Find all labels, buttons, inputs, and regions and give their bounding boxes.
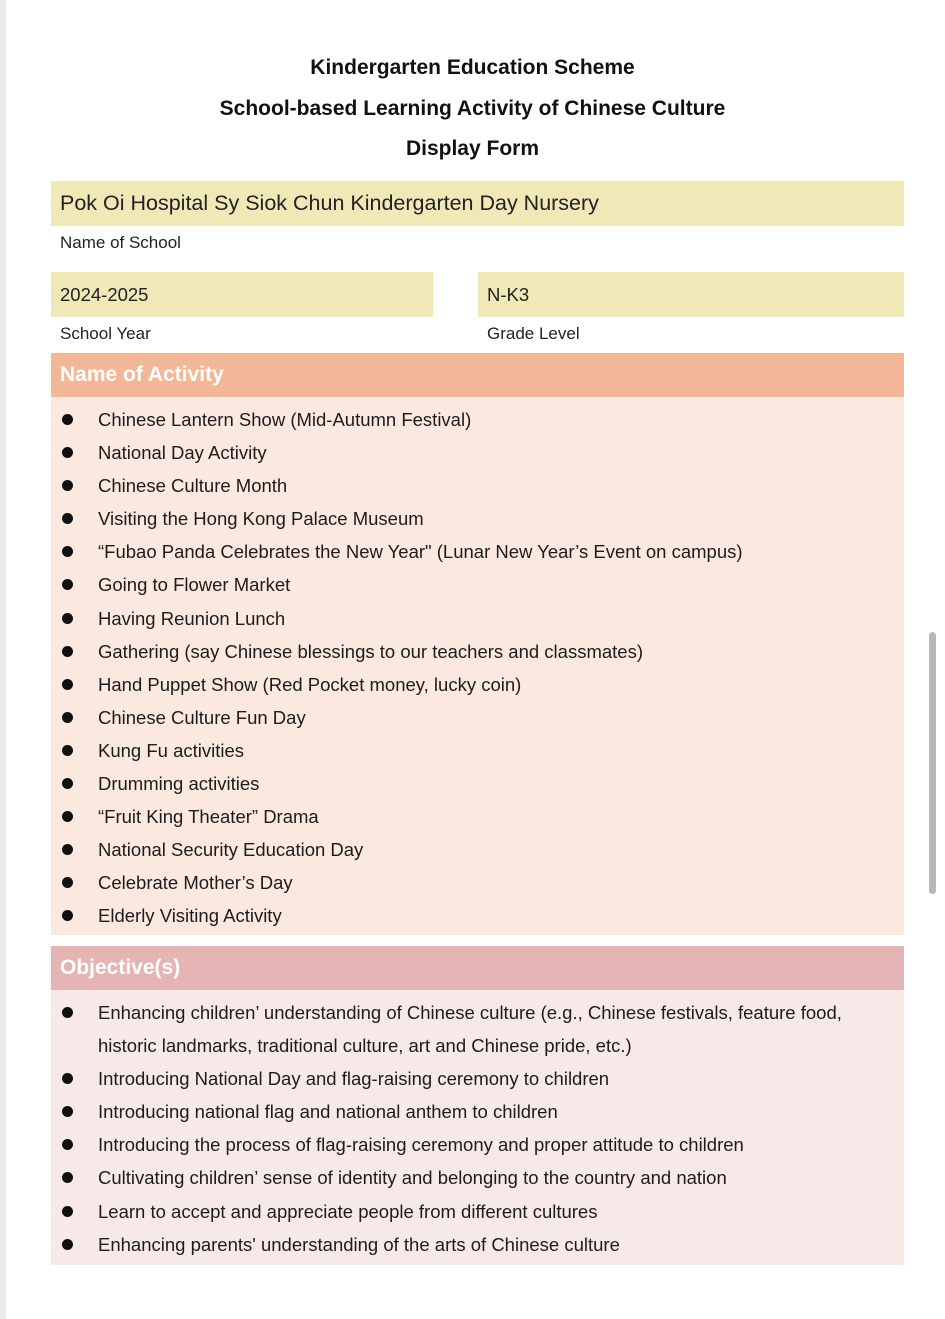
activity-item — [51, 734, 904, 767]
bullet-icon — [62, 579, 73, 590]
page-left-edge — [0, 0, 6, 1319]
school-year-label: School Year — [60, 324, 151, 343]
activity-item — [51, 502, 904, 535]
bullet-icon — [62, 1073, 73, 1084]
objective-item — [51, 1128, 904, 1161]
bullet-icon — [62, 1172, 73, 1183]
bullet-icon — [62, 1206, 73, 1217]
objective-item — [51, 1161, 904, 1194]
objective-heading-text: Objective(s) — [60, 956, 181, 979]
activity-section-heading — [51, 353, 904, 397]
activity-item — [51, 800, 904, 833]
activity-item — [51, 635, 904, 668]
activity-item — [51, 403, 904, 436]
form-subtitle: School-based Learning Activity of Chinese Culture — [219, 96, 726, 120]
activity-item-text: Gathering (say Chinese blessings to our teachers and classmates) — [98, 640, 643, 662]
activity-item-text: Celebrate Mother’s Day — [98, 872, 293, 894]
objective-item-text: Cultivating children’ sense of identity and belonging to the country and nation — [98, 1167, 727, 1189]
activity-item — [51, 767, 904, 800]
activity-item — [51, 602, 904, 635]
activity-list — [51, 403, 904, 933]
bullet-icon — [62, 679, 73, 690]
grade-level-label: Grade Level — [487, 324, 580, 343]
form-header — [0, 48, 945, 170]
form-title: Kindergarten Education Scheme — [310, 56, 635, 79]
activity-heading-text: Name of Activity — [60, 363, 224, 386]
school-year-field — [51, 272, 433, 317]
bullet-icon — [62, 447, 73, 458]
activity-item-text: Elderly Visiting Activity — [98, 905, 282, 927]
activity-item-text: Visiting the Hong Kong Palace Museum — [98, 508, 424, 530]
grade-level-field — [478, 272, 904, 317]
bullet-icon — [62, 1139, 73, 1150]
grade-level-value: N-K3 — [487, 283, 530, 305]
activity-item-text: National Security Education Day — [98, 839, 364, 861]
bullet-icon — [62, 613, 73, 624]
activity-item — [51, 535, 904, 568]
activity-item-text: Having Reunion Lunch — [98, 607, 286, 629]
activity-item — [51, 701, 904, 734]
bullet-icon — [62, 811, 73, 822]
activity-item — [51, 668, 904, 701]
activity-item-text: Hand Puppet Show (Red Pocket money, lucky coin) — [98, 673, 522, 695]
activity-item-text: Chinese Culture Month — [98, 475, 288, 497]
objective-list — [51, 996, 904, 1261]
activity-item-text: National Day Activity — [98, 442, 267, 464]
objective-item — [51, 1062, 904, 1095]
activity-item-text: “Fubao Panda Celebrates the New Year" (Lunar New Year’s Event on campus) — [98, 541, 743, 563]
objective-item-text: Enhancing children’ understanding of Chinese culture (e.g., Chinese festivals, feature food, historic landmarks, traditional culture, art and Chinese pride, etc.) — [98, 1002, 842, 1057]
activity-item — [51, 436, 904, 469]
activity-item — [51, 866, 904, 899]
school-name-label: Name of School — [60, 233, 181, 252]
activity-item — [51, 899, 904, 932]
school-name-value: Pok Oi Hospital Sy Siok Chun Kindergarten Day Nursery — [60, 191, 599, 215]
bullet-icon — [62, 414, 73, 425]
activity-item-text: “Fruit King Theater” Drama — [98, 806, 319, 828]
bullet-icon — [62, 778, 73, 789]
activity-item — [51, 568, 904, 601]
bullet-icon — [62, 546, 73, 557]
objective-section-heading — [51, 946, 904, 990]
bullet-icon — [62, 712, 73, 723]
objective-item-text: Introducing the process of flag-raising ceremony and proper attitude to children — [98, 1134, 744, 1156]
objective-item — [51, 996, 904, 1062]
bullet-icon — [62, 480, 73, 491]
activity-list-section — [51, 397, 904, 935]
objective-item-text: Enhancing parents' understanding of the arts of Chinese culture — [98, 1233, 620, 1255]
activity-item-text: Going to Flower Market — [98, 574, 291, 596]
bullet-icon — [62, 646, 73, 657]
school-name-field — [51, 181, 904, 226]
form-type: Display Form — [405, 137, 540, 160]
activity-item-text: Chinese Culture Fun Day — [98, 706, 306, 728]
activity-item — [51, 833, 904, 866]
bullet-icon — [62, 844, 73, 855]
bullet-icon — [62, 1239, 73, 1250]
objective-item-text: Introducing National Day and flag-raising ceremony to children — [98, 1068, 610, 1090]
bullet-icon — [62, 1106, 73, 1117]
activity-item — [51, 469, 904, 502]
bullet-icon — [62, 745, 73, 756]
activity-item-text: Drumming activities — [98, 773, 260, 795]
scrollbar-thumb[interactable] — [929, 632, 936, 894]
activity-item-text: Chinese Lantern Show (Mid-Autumn Festival) — [98, 409, 472, 430]
objective-item — [51, 1195, 904, 1228]
bullet-icon — [62, 877, 73, 888]
bullet-icon — [62, 513, 73, 524]
objective-item-text: Introducing national flag and national anthem to children — [98, 1101, 558, 1123]
bullet-icon — [62, 1007, 73, 1018]
objective-item — [51, 1095, 904, 1128]
bullet-icon — [62, 910, 73, 921]
activity-item-text: Kung Fu activities — [98, 739, 245, 761]
objective-item-text: Learn to accept and appreciate people from different cultures — [98, 1200, 598, 1222]
objective-item — [51, 1228, 904, 1261]
school-year-value: 2024-2025 — [60, 283, 149, 305]
objective-list-section — [51, 990, 904, 1265]
